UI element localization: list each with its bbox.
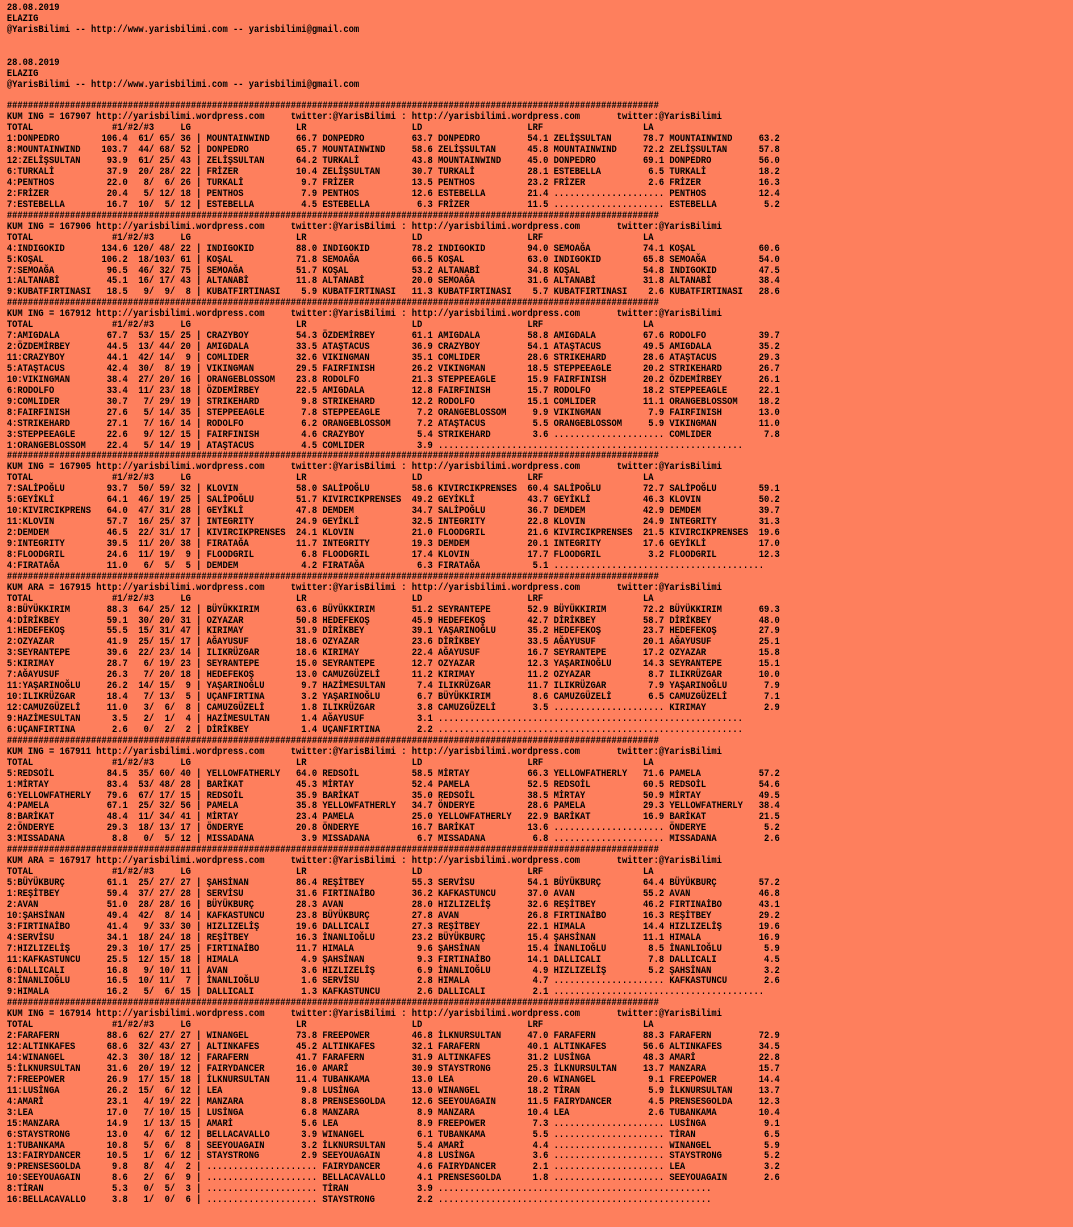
race-header-line: KUM ING = 167912 http://yarisbilimi.wordpress.com twitter:@YarisBilimi : http://yarisbilimi.wordpress.com twitter:@YarisBilimi	[6, 309, 722, 321]
report-line: 3:LEA 17.0 7/ 10/ 15 | LUSİNGA 6.8 MANZARA 8.9 MANZARA 10.4 LEA 2.6 TUBANKAMA 10.4	[6, 1107, 780, 1119]
report-line: 7:SEMOAĞA 96.5 46/ 32/ 75 | SEMOAĞA 51.7 KOŞAL 53.2 ALTANABİ 34.8 KOŞAL 54.8 INDIGOKID 47.5	[6, 265, 780, 277]
report-line: 4:SERVİSU 34.1 18/ 24/ 18 | REŞİTBEY 16.3 İNANLIOĞLU 23.2 BÜYÜKBURÇ 15.4 ŞAHSİNAN 11.1 HIMALA 16.9	[6, 932, 780, 944]
report-line: 2:FARAFERN 88.6 62/ 27/ 27 | WINANGEL 73.8 FREEPOWER 46.8 İLKNURSULTAN 47.0 FARAFERN 88.3 FARAFERN 72.9	[6, 1031, 780, 1043]
report-line: 2:FRİZER 20.4 5/ 12/ 18 | PENTHOS 7.9 PENTHOS 12.6 ESTEBELLA 21.4 ..................... PENTHOS 12.4	[6, 188, 780, 200]
report-line: 8:TİRAN 5.3 0/ 5/ 3 | ..................... TİRAN 3.9 ....................................................	[6, 1184, 712, 1196]
report-line: 7:FREEPOWER 26.9 17/ 15/ 18 | İLKNURSULTAN 11.4 TUBANKAMA 13.0 LEA 20.6 WINANGEL 9.1 FREEPOWER 14.4	[6, 1074, 780, 1086]
column-header-line: TOTAL #1/#2/#3 LG LR LD LRF LA	[6, 757, 654, 769]
report-line: 1:ORANGEBLOSSOM 22.4 5/ 14/ 19 | ATAŞTACUS 4.5 COMLIDER 3.9 ..........................................................	[6, 440, 743, 452]
report-line: 3:MISSADANA 8.8 0/ 5/ 12 | MISSADANA 3.9 MISSADANA 6.7 MISSADANA 6.8 ..................... MISSADANA 2.6	[6, 834, 780, 846]
column-header-line: TOTAL #1/#2/#3 LG LR LD LRF LA	[6, 593, 654, 605]
column-header-line: TOTAL #1/#2/#3 LG LR LD LRF LA	[6, 473, 654, 485]
report-line: 6:TURKALİ 37.9 20/ 28/ 22 | FRİZER 10.4 ZELİŞSULTAN 30.7 TURKALİ 28.1 ESTEBELLA 6.5 TURKALİ 18.2	[6, 167, 780, 179]
race-header-line: KUM ING = 167906 http://yarisbilimi.wordpress.com twitter:@YarisBilimi : http://yarisbilimi.wordpress.com twitter:@YarisBilimi	[6, 221, 722, 233]
report-line: 2:OZYAZAR 41.9 25/ 15/ 17 | AĞAYUSUF 18.6 OZYAZAR 23.6 DİRİKBEY 33.5 AĞAYUSUF 20.1 AĞAYUSUF 25.1	[6, 637, 780, 649]
report-line: 7:ESTEBELLA 16.7 10/ 5/ 12 | ESTEBELLA 4.5 ESTEBELLA 6.3 FRİZER 11.5 ..................... ESTEBELLA 5.2	[6, 199, 780, 211]
report-line: 10:KIVIRCIKPRENS 64.0 47/ 31/ 28 | GEYİKLİ 47.8 DEMDEM 34.7 SALİPOĞLU 36.7 DEMDEM 42.9 DEMDEM 39.7	[6, 506, 780, 518]
race-header-line: KUM ING = 167911 http://yarisbilimi.wordpress.com twitter:@YarisBilimi : http://yarisbilimi.wordpress.com twitter:@YarisBilimi	[6, 746, 722, 758]
report-line: 6:RODOLFO 33.4 11/ 23/ 18 | ÖZDEMİRBEY 22.5 AMIGDALA 12.8 FAIRFINISH 15.7 RODOLFO 18.2 STEPPEEAGLE 22.1	[6, 385, 780, 397]
report-line: 5:GEYİKLİ 64.1 46/ 19/ 25 | SALİPOĞLU 51.7 KIVIRCIKPRENSES 49.2 GEYİKLİ 43.7 GEYİKLİ 46.3 KLOVIN 50.2	[6, 495, 780, 507]
report-line: 13:FAIRYDANCER 10.5 1/ 6/ 12 | STAYSTRONG 2.9 SEEYOUAGAIN 4.8 LUSİNGA 3.6 ..................... STAYSTRONG 5.2	[6, 1151, 780, 1163]
report-line: 2:ÖNDERYE 29.3 18/ 13/ 17 | ÖNDERYE 20.8 ÖNDERYE 16.7 BARİKAT 13.6 ..................... ÖNDERYE 5.2	[6, 823, 780, 835]
report-line: 3:SEYRANTEPE 39.6 22/ 23/ 14 | ILIKRÜZGAR 18.6 KIRIMAY 22.4 AĞAYUSUF 16.7 SEYRANTEPE 17.2 OZYAZAR 15.8	[6, 648, 780, 660]
report-line: 7:AMIGDALA 67.7 53/ 15/ 25 | CRAZYBOY 54.3 ÖZDEMİRBEY 61.1 AMIGDALA 58.8 AMIGDALA 67.6 RODOLFO 39.7	[6, 331, 780, 343]
report-line: 9:HIMALA 16.2 5/ 6/ 15 | DALLICALI 1.3 KAFKASTUNCU 2.6 DALLICALI 2.1 ........................................	[6, 987, 764, 999]
report-line	[7, 37, 923, 48]
report-line: 4:PAMELA 67.1 25/ 32/ 56 | PAMELA 35.8 YELLOWFATHERLY 34.7 ÖNDERYE 28.6 PAMELA 29.3 YELLOWFATHERLY 38.4	[6, 801, 780, 813]
report-line: 12:ZELİŞSULTAN 93.9 61/ 25/ 43 | ZELİŞSULTAN 64.2 TURKALİ 43.8 MOUNTAINWIND 45.0 DONPEDRO 69.1 DONPEDRO 56.0	[6, 156, 780, 168]
race-header-line: KUM ARA = 167917 http://yarisbilimi.wordpress.com twitter:@YarisBilimi : http://yarisbilimi.wordpress.com twitter:@YarisBilimi	[6, 856, 722, 868]
report-line: 15:MANZARA 14.9 1/ 13/ 15 | AMARİ 5.6 LEA 8.9 FREEPOWER 7.3 ..................... LUSİNGA 9.1	[6, 1118, 780, 1130]
report-line: 14:WINANGEL 42.3 30/ 18/ 12 | FARAFERN 41.7 FARAFERN 31.9 ALTINKAFES 31.2 LUSİNGA 48.3 AMARİ 22.8	[6, 1053, 780, 1064]
report-line: 1:REŞİTBEY 59.4 37/ 27/ 28 | SERVİSU 31.6 FIRTINAİBO 36.2 KAFKASTUNCU 37.0 AVAN 55.2 AVAN 46.8	[6, 888, 780, 900]
separator-line: ############################################################################################################################	[6, 571, 659, 583]
report-line: 6:YELLOWFATHERLY 79.6 67/ 17/ 15 | REDSOİL 35.9 BARİKAT 35.0 REDSOİL 38.5 MİRTAY 50.9 MİRTAY 49.5	[6, 790, 780, 802]
report-line: ELAZIG	[6, 68, 39, 80]
report-line: 4:PENTHOS 22.0 8/ 6/ 26 | TURKALİ 9.7 FRİZER 13.5 PENTHOS 23.2 FRİZER 2.6 FRİZER 16.3	[6, 178, 780, 189]
report-line: 4:DİRİKBEY 59.1 30/ 20/ 31 | OZYAZAR 50.8 HEDEFEKOŞ 45.9 HEDEFEKOŞ 42.7 DİRİKBEY 58.7 DİRİKBEY 48.0	[6, 615, 780, 627]
column-header-line: TOTAL #1/#2/#3 LG LR LD LRF LA	[6, 867, 654, 879]
report-line: 6:UÇANFIRTINA 2.6 0/ 2/ 2 | DİRİKBEY 1.4 UÇANFIRTINA 2.2 ..........................................................	[6, 724, 743, 736]
report-line: 1:HEDEFEKOŞ 55.5 15/ 31/ 47 | KIRIMAY 31.9 DİRİKBEY 39.1 YAŞARINOĞLU 35.2 HEDEFEKOŞ 23.7 HEDEFEKOŞ 27.9	[6, 626, 780, 638]
race-header-line: KUM ING = 167914 http://yarisbilimi.wordpress.com twitter:@YarisBilimi : http://yarisbilimi.wordpress.com twitter:@YarisBilimi	[6, 1009, 722, 1021]
report-line: 8:BÜYÜKKIRIM 88.3 64/ 25/ 12 | BÜYÜKKIRIM 63.6 BÜYÜKKIRIM 51.2 SEYRANTEPE 52.9 BÜYÜKKIRIM 72.2 BÜYÜKKIRIM 69.3	[6, 604, 780, 616]
separator-line: ############################################################################################################################	[6, 998, 659, 1010]
report-line: 10:SEEYOUAGAIN 8.6 2/ 6/ 9 | ..................... BELLACAVALLO 4.1 PRENSESGOLDA 1.8 ..................... SEEYOUAGAIN 2.6	[6, 1173, 780, 1185]
report-line: 5:KIRIMAY 28.7 6/ 19/ 23 | SEYRANTEPE 15.0 SEYRANTEPE 12.7 OZYAZAR 12.3 YAŞARINOĞLU 14.3 SEYRANTEPE 15.1	[6, 659, 780, 671]
report-line: 4:STRIKEHARD 27.1 7/ 16/ 14 | RODOLFO 6.2 ORANGEBLOSSOM 7.2 ATAŞTACUS 5.5 ORANGEBLOSSOM 5.9 VIKINGMAN 11.0	[6, 418, 780, 430]
report-line: 2:DEMDEM 46.5 22/ 31/ 17 | KIVIRCIKPRENSES 24.1 KLOVIN 21.0 FLOODGRIL 21.6 KIVIRCIKPRENSES 21.5 KIVIRCIKPRENSES 19.6	[6, 528, 780, 539]
report-line: 8:FAIRFINISH 27.6 5/ 14/ 35 | STEPPEEAGLE 7.8 STEPPEEAGLE 7.2 ORANGEBLOSSOM 9.9 VIKINGMAN 7.9 FAIRFINISH 13.0	[6, 407, 780, 419]
report-line: 10:ILIKRÜZGAR 18.4 7/ 13/ 5 | UÇANFIRTINA 3.2 YAŞARINOĞLU 6.7 BÜYÜKKIRIM 8.6 CAMUZGÜZELİ 6.5 CAMUZGÜZELİ 7.1	[6, 692, 780, 704]
report-line: 1:ALTANABİ 45.1 16/ 17/ 43 | ALTANABİ 11.8 ALTANABİ 20.0 SEMOAĞA 31.6 ALTANABİ 31.8 ALTANABİ 38.4	[6, 276, 780, 288]
report-line: 8:FLOODGRIL 24.6 11/ 19/ 9 | FLOODGRIL 6.8 FLOODGRIL 17.4 KLOVIN 17.7 FLOODGRIL 3.2 FLOODGRIL 12.3	[6, 549, 780, 561]
report-line: 5:KOŞAL 106.2 18/103/ 61 | KOŞAL 71.8 SEMOAĞA 66.5 KOŞAL 63.0 INDIGOKID 65.8 SEMOAĞA 54.0	[6, 254, 780, 266]
report-line: 5:İLKNURSULTAN 31.6 20/ 19/ 12 | FAIRYDANCER 16.0 AMARİ 30.9 STAYSTRONG 25.3 İLKNURSULTAN 13.7 MANZARA 15.7	[6, 1063, 780, 1075]
report-line: 1:DONPEDRO 106.4 61/ 65/ 36 | MOUNTAINWIND 66.7 DONPEDRO 63.7 DONPEDRO 54.1 ZELİŞSULTAN 78.7 MOUNTAINWIND 63.2	[6, 134, 780, 146]
report-line: @YarisBilimi -- http://www.yarisbilimi.com -- yarisbilimi@gmail.com	[6, 79, 360, 91]
column-header-line: TOTAL #1/#2/#3 LG LR LD LRF LA	[6, 1020, 654, 1032]
report-line: 9:COMLIDER 30.7 7/ 29/ 19 | STRIKEHARD 9.8 STRIKEHARD 12.2 RODOLFO 15.1 COMLIDER 11.1 ORANGEBLOSSOM 18.2	[6, 396, 780, 408]
report-line: 6:STAYSTRONG 13.0 4/ 6/ 12 | BELLACAVALLO 3.9 WINANGEL 6.1 TUBANKAMA 5.5 ..................... TİRAN 6.5	[6, 1129, 780, 1141]
report-line: 1:TUBANKAMA 10.8 5/ 6/ 8 | SEEYOUAGAIN 3.2 İLKNURSULTAN 5.4 AMARİ 4.4 ..................... WINANGEL 5.9	[6, 1140, 780, 1152]
report-line: 6:DALLICALI 16.8 9/ 10/ 11 | AVAN 3.6 HIZLIZELİŞ 6.9 İNANLIOĞLU 4.9 HIZLIZELİŞ 5.2 ŞAHSİNAN 3.2	[6, 965, 780, 977]
report-line: 4:FIRATAĞA 11.0 6/ 5/ 5 | DEMDEM 4.2 FIRATAĞA 6.3 FIRATAĞA 5.1 ........................................	[6, 560, 764, 572]
separator-line: ############################################################################################################################	[6, 101, 659, 113]
report-line: 2:AVAN 51.0 28/ 28/ 16 | BÜYÜKBURÇ 28.3 AVAN 28.0 HIZLIZELİŞ 32.6 REŞİTBEY 46.2 FIRTINAİBO 43.1	[6, 899, 780, 911]
race-header-line: KUM ING = 167907 http://yarisbilimi.wordpress.com twitter:@YarisBilimi : http://yarisbilimi.wordpress.com twitter:@YarisBilimi	[6, 112, 722, 124]
report-line: 9:PRENSESGOLDA 9.8 8/ 4/ 2 | ..................... FAIRYDANCER 4.6 FAIRYDANCER 2.1 ..................... LEA 3.2	[6, 1162, 780, 1174]
separator-line: ############################################################################################################################	[6, 298, 659, 310]
report-line: 11:LUSİNGA 26.2 15/ 6/ 12 | LEA 9.8 LUSİNGA 13.0 WINANGEL 18.2 TİRAN 5.9 İLKNURSULTAN 13.7	[6, 1085, 780, 1097]
separator-line: ############################################################################################################################	[6, 210, 659, 222]
report-line: @YarisBilimi -- http://www.yarisbilimi.com -- yarisbilimi@gmail.com	[6, 24, 360, 36]
report-line: 8:İNANLIOĞLU 16.5 10/ 11/ 7 | İNANLIOĞLU 1.6 SERVİSU 2.8 HIMALA 4.7 ..................... KAFKASTUNCU 2.6	[6, 976, 780, 988]
report-line: 5:REDSOİL 84.5 35/ 60/ 40 | YELLOWFATHERLY 64.0 REDSOİL 58.5 MİRTAY 66.3 YELLOWFATHERLY 71.6 PAMELA 57.2	[6, 768, 780, 780]
report-line: 8:BARİKAT 48.4 11/ 34/ 41 | MİRTAY 23.4 PAMELA 25.0 YELLOWFATHERLY 22.9 BARİKAT 16.9 BARİKAT 21.5	[6, 812, 780, 824]
report-line: 10:VIKINGMAN 38.4 27/ 20/ 16 | ORANGEBLOSSOM 23.8 RODOLFO 21.3 STEPPEEAGLE 15.9 FAIRFINISH 20.2 ÖZDEMİRBEY 26.1	[6, 374, 780, 386]
report-line: 12:CAMUZGÜZELİ 11.0 3/ 6/ 8 | CAMUZGÜZELİ 1.8 ILIKRÜZGAR 3.8 CAMUZGÜZELİ 3.5 ..................... KIRIMAY 2.9	[6, 703, 780, 714]
report-line: 28.08.2019	[6, 3, 60, 14]
report-line: 3:STEPPEEAGLE 22.6 9/ 12/ 15 | FAIRFINISH 4.6 CRAZYBOY 5.4 STRIKEHARD 3.6 ..................... COMLIDER 7.8	[6, 429, 780, 441]
report-line: 11:YAŞARINOĞLU 26.2 14/ 15/ 9 | YAŞARINOĞLU 9.7 HAZİMESULTAN 7.4 ILIKRÜZGAR 11.7 ILIKRÜZGAR 7.9 YAŞARINOĞLU 7.9	[6, 681, 780, 693]
report-line: 16:BELLACAVALLO 3.8 1/ 0/ 6 | ..................... STAYSTRONG 2.2 ....................................................	[6, 1195, 712, 1207]
report-line: 28.08.2019	[6, 57, 60, 69]
report-line: 7:AĞAYUSUF 26.3 7/ 20/ 18 | HEDEFEKOŞ 13.0 CAMUZGÜZELİ 11.2 KIRIMAY 11.2 OZYAZAR 8.7 ILIKRÜZGAR 10.0	[6, 670, 780, 682]
report-line: 3:FIRTINAİBO 41.4 9/ 33/ 30 | HIZLIZELİŞ 19.6 DALLICALI 27.3 REŞİTBEY 22.1 HIMALA 14.4 HIZLIZELİŞ 19.6	[6, 921, 780, 933]
report-line: 12:ALTINKAFES 68.6 32/ 43/ 27 | ALTINKAFES 45.2 ALTINKAFES 32.1 FARAFERN 40.1 ALTINKAFES 56.6 ALTINKAFES 34.5	[6, 1042, 780, 1054]
report-line: 5:ATAŞTACUS 42.4 30/ 8/ 19 | VIKINGMAN 29.5 FAIRFINISH 26.2 VIKINGMAN 18.5 STEPPEEAGLE 20.2 STRIKEHARD 26.7	[6, 363, 780, 375]
report-line: 9:HAZİMESULTAN 3.5 2/ 1/ 4 | HAZİMESULTAN 1.4 AĞAYUSUF 3.1 ..........................................................	[6, 713, 743, 725]
report-line: 11:KLOVIN 57.7 16/ 25/ 37 | INTEGRITY 24.9 GEYİKLİ 32.5 INTEGRITY 22.8 KLOVIN 24.9 INTEGRITY 31.3	[6, 517, 780, 529]
separator-line: ############################################################################################################################	[6, 845, 659, 857]
race-header-line: KUM ING = 167905 http://yarisbilimi.wordpress.com twitter:@YarisBilimi : http://yarisbilimi.wordpress.com twitter:@YarisBilimi	[6, 462, 722, 474]
column-header-line: TOTAL #1/#2/#3 LG LR LD LRF LA	[6, 320, 654, 332]
race-header-line: KUM ARA = 167915 http://yarisbilimi.wordpress.com twitter:@YarisBilimi : http://yarisbilimi.wordpress.com twitter:@YarisBilimi	[6, 582, 722, 594]
report-line: 7:HIZLIZELİŞ 29.3 10/ 17/ 25 | FIRTINAİBO 11.7 HIMALA 9.6 ŞAHSİNAN 15.4 İNANLIOĞLU 8.5 İNANLIOĞLU 5.9	[6, 943, 780, 955]
report-line: 10:ŞAHSİNAN 49.4 42/ 8/ 14 | KAFKASTUNCU 23.8 BÜYÜKBURÇ 27.8 AVAN 26.8 FIRTINAİBO 16.3 REŞİTBEY 29.2	[6, 910, 780, 922]
report-line: ELAZIG	[6, 13, 39, 25]
report-line: 7:SALİPOĞLU 93.7 50/ 59/ 32 | KLOVIN 58.0 SALİPOĞLU 58.6 KIVIRCIKPRENSES 60.4 SALİPOĞLU 72.7 SALİPOĞLU 59.1	[6, 484, 780, 496]
report-line: 5:BÜYÜKBURÇ 61.1 25/ 27/ 27 | ŞAHSİNAN 86.4 REŞİTBEY 55.3 SERVİSU 54.1 BÜYÜKBURÇ 64.4 BÜYÜKBURÇ 57.2	[6, 878, 780, 889]
report-line: 4:AMARİ 23.1 4/ 19/ 22 | MANZARA 8.8 PRENSESGOLDA 12.6 SEEYOUAGAIN 11.5 FAIRYDANCER 4.5 PRENSESGOLDA 12.3	[6, 1096, 780, 1108]
report-line: 4:INDIGOKID 134.6 120/ 48/ 22 | INDIGOKID 88.0 INDIGOKID 78.2 INDIGOKID 94.0 SEMOAĞA 74.1 KOŞAL 60.6	[6, 243, 780, 255]
report-line: 1:MİRTAY 83.4 53/ 48/ 28 | BARİKAT 45.3 MİRTAY 52.4 PAMELA 52.5 REDSOİL 60.5 REDSOİL 54.6	[6, 779, 780, 791]
report-line: 11:KAFKASTUNCU 25.5 12/ 15/ 18 | HIMALA 4.9 ŞAHSİNAN 9.3 FIRTINAİBO 14.1 DALLICALI 7.8 DALLICALI 4.5	[6, 954, 780, 966]
column-header-line: TOTAL #1/#2/#3 LG LR LD LRF LA	[6, 232, 654, 244]
report-line	[7, 48, 923, 59]
report-line: 9:KUBATFIRTINASI 18.5 9/ 9/ 8 | KUBATFIRTINASI 5.9 KUBATFIRTINASI 11.3 KUBATFIRTINASI 5.7 KUBATFIRTINASI 2.6 KUBATFIRTINASI 28.6	[6, 287, 780, 299]
separator-line: ############################################################################################################################	[6, 451, 659, 463]
report-line: 2:ÖZDEMİRBEY 44.5 13/ 44/ 20 | AMIGDALA 33.5 ATAŞTACUS 36.9 CRAZYBOY 54.1 ATAŞTACUS 49.5 AMIGDALA 35.2	[6, 342, 780, 354]
report-line: 9:INTEGRITY 39.5 11/ 20/ 38 | FIRATAĞA 11.7 INTEGRITY 19.3 DEMDEM 20.1 INTEGRITY 17.6 GEYİKLİ 17.0	[6, 538, 780, 550]
report-line: 11:CRAZYBOY 44.1 42/ 14/ 9 | COMLIDER 32.6 VIKINGMAN 35.1 COMLIDER 28.6 STRIKEHARD 28.6 ATAŞTACUS 29.3	[6, 353, 780, 364]
column-header-line: TOTAL #1/#2/#3 LG LR LD LRF LA	[6, 123, 654, 135]
separator-line: ############################################################################################################################	[6, 735, 659, 747]
report-line: 8:MOUNTAINWIND 103.7 44/ 68/ 52 | DONPEDRO 65.7 MOUNTAINWIND 58.6 ZELİŞSULTAN 45.8 MOUNTAINWIND 72.2 ZELİŞSULTAN 57.8	[6, 145, 780, 157]
